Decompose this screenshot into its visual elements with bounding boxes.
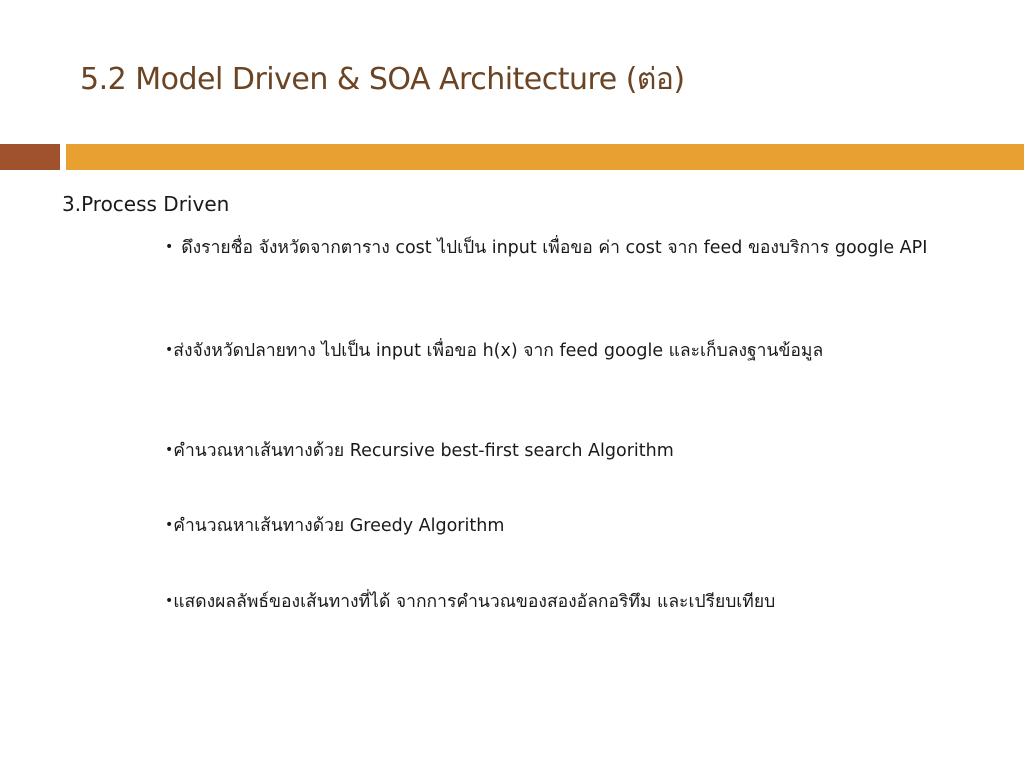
bullet-icon: •	[165, 593, 174, 609]
bullet-item-1	[165, 230, 975, 265]
accent-bar-left	[0, 144, 60, 170]
bullet-icon: •	[165, 442, 174, 458]
bullet-icon: •	[165, 342, 174, 358]
bullet-text: ส่งจังหวัดปลายทาง ไปเป็น input เพื่อขอ h(x) จาก feed google และเก็บลงฐานข้อมูล	[173, 341, 824, 361]
section-heading: 3.Process Driven	[62, 192, 230, 216]
bullet-text: คำนวณหาเส้นทางด้วย Recursive best-first search Algorithm	[173, 441, 674, 461]
bullet-item-2	[165, 333, 975, 368]
bullet-icon: •	[165, 517, 174, 533]
bullet-text: คำนวณหาเส้นทางด้วย Greedy Algorithm	[173, 516, 505, 536]
accent-bar-right	[66, 144, 1024, 170]
bullet-icon: •	[165, 239, 174, 255]
bullet-text: แสดงผลลัพธ์ของเส้นทางที่ได้ จากการคำนวณของสองอัลกอริทึม และเปรียบเทียบ	[173, 592, 776, 612]
bullet-text: ดึงรายชื่อ จังหวัดจากตาราง cost ไปเป็น input เพื่อขอ ค่า cost จาก feed ของบริการ google API	[181, 238, 928, 258]
slide-title: 5.2 Model Driven & SOA Architecture (ต่อ)	[80, 62, 685, 97]
bullet-item-3	[165, 433, 975, 468]
bullet-item-5	[165, 584, 975, 619]
bullet-item-4	[165, 508, 975, 543]
